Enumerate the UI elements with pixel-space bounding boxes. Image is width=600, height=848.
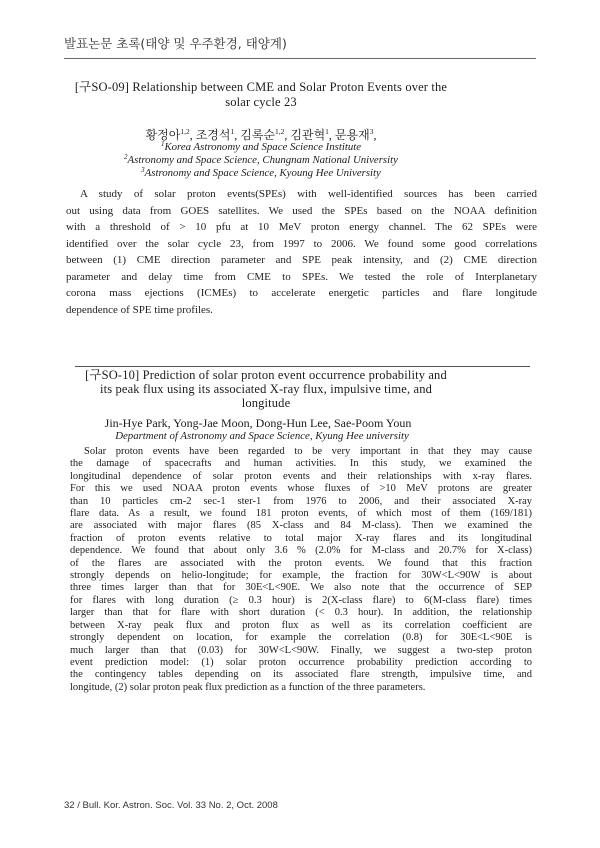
affiliation-text: Korea Astronomy and Space Science Institute [164, 141, 362, 153]
body-line: the damage of spacecrafts and human activities. In this study, we examined the [70, 458, 532, 470]
author-name: 김관혁 [290, 128, 326, 142]
affiliation-mark: 3 [141, 166, 145, 174]
body-line: corona mass ejections (ICMEs) to accelerate energetic particles and flare longitude [66, 287, 537, 299]
author-separator: , [189, 128, 193, 142]
affiliations [62, 430, 462, 443]
body-line: identified over the solar cycle 23, from 1997 to 2006. We found some good correlations [66, 237, 537, 250]
body-line: the contingency tables depending on its associated flare strength, impulsive time, and [70, 669, 532, 681]
author [290, 128, 332, 142]
body-line: are associated with major flares (85 X-class and 84 M-class). Then we examined the [70, 520, 532, 532]
body-line: between X-ray peak flux and proton flux as well as its correlation coefficient are [70, 619, 532, 631]
author [240, 128, 287, 142]
body-line: for flares with long duration (≥ 0.3 hour) is 2(X-class flare) to 6(M-class flare) times [70, 594, 532, 606]
body-line: strongly depends on helio-longitude; for example, the fraction for 30W<L<90W is about [70, 570, 532, 582]
abstract-body [66, 186, 537, 318]
body-line: flare data. As a result, we found 181 proton events, of which most of them (169/181) [70, 508, 532, 520]
author-affiliation-mark: 1 [230, 127, 235, 136]
title-line: solar cycle 23 [225, 95, 297, 109]
author-name: 문용재 [334, 128, 370, 142]
author-name: 조경석 [195, 128, 231, 142]
body-line: between (1) CME direction parameter and SPE peak intensity, and (2) CME direction [66, 254, 537, 266]
title-line: [구SO-09] Relationship between CME and Solar Proton Events over the [74, 80, 448, 94]
affiliations [61, 141, 461, 180]
page-footer-citation: 32 / Bull. Kor. Astron. Soc. Vol. 33 No. 2, Oct. 2008 [64, 800, 278, 811]
body-line: much larger than that (0.03) for 30W<L<90W. Finally, we suggest a two-step proton [70, 644, 532, 656]
body-line: out using data from GOES satellites. We used the SPEs based on the NOAA definition [66, 204, 537, 217]
author-name: 황정아 [145, 128, 181, 142]
author-affiliation-mark: 3 [369, 127, 374, 136]
abstract-body [70, 446, 532, 694]
affiliation [61, 141, 461, 154]
body-line: event prediction model: (1) solar proton occurrence probability prediction according to [70, 656, 532, 668]
affiliation-text: Department of Astronomy and Space Science, Kyung Hee university [115, 430, 409, 442]
affiliation-mark: 2 [124, 153, 128, 161]
author [335, 128, 377, 142]
header-divider [64, 58, 536, 59]
body-line: parameter and delay time from CME to SPEs. We tested the role of Interplanetary [66, 270, 537, 283]
body-line: dependence of SPE time profiles. [66, 303, 213, 316]
title-line: longitude [241, 396, 291, 410]
body-line: A study of solar proton events(SPEs) with well-identified sources has been carried [80, 188, 537, 200]
affiliation-mark: 1 [160, 140, 165, 148]
author-affiliation-mark: 1 [325, 127, 329, 136]
body-line: For this we used NOAA proton events whose fluxes of >10 MeV protons are greater [70, 483, 532, 495]
body-line: fraction of proton events relative to total major X-ray flares and its longitudinal [70, 532, 532, 544]
affiliation [61, 154, 461, 167]
author [196, 128, 238, 142]
body-line: larger than that for flare with short duration (< 0.3 hour). In addition, the relationship [70, 607, 532, 619]
section-header: 발표논문 초록(태양 및 우주환경, 태양계) [64, 36, 287, 51]
author-affiliation-mark: 1,2 [180, 127, 190, 136]
body-line: Solar proton events have been regarded to be very important in that they may cause [84, 446, 532, 457]
body-line: of the flares are associated with the proton events. We found that this fraction [70, 557, 532, 569]
affiliation-text: Astronomy and Space Science, Kyoung Hee University [144, 167, 381, 179]
body-line: strongly dependent on location, for example the correlation (0.8) for 30E<L<90E is [70, 632, 532, 644]
affiliation-text: Astronomy and Space Science, Chungnam National University [127, 154, 398, 166]
title-line: its peak flux using its associated X-ray flux, impulsive time, and [99, 382, 433, 396]
author-affiliation-mark: 1,2 [275, 127, 285, 136]
author-separator: , [284, 128, 288, 142]
body-line: three times larger than that for 30E<L<90E. We also note that the occurrence of SEP [70, 582, 532, 594]
body-line: than 10 particles cm-2 sec-1 ster-1 from 1976 to 2006, and their associated X-ray [70, 495, 532, 507]
body-line: longitudinal dependence of solar proton events and their relationships with x-ray flares. [70, 470, 532, 482]
abstract-title [61, 80, 461, 110]
author-separator: , [234, 128, 238, 142]
body-line: dependence. We found that about only 3.6 % (2.0% for M-class and 20.7% for X-class) [70, 545, 532, 557]
authors-line: Jin-Hye Park, Yong-Jae Moon, Dong-Hun Lee, Sae-Poom Youn [104, 416, 412, 430]
author-name: 김록순 [240, 128, 276, 142]
author [146, 128, 193, 142]
author-separator: , [328, 128, 332, 142]
abstract-title [66, 368, 466, 410]
affiliation [61, 167, 461, 180]
author-separator: , [373, 128, 377, 142]
body-line: longitude, (2) solar proton peak flux prediction as a function of the three parameters. [70, 681, 426, 693]
abstract-divider [75, 366, 530, 367]
title-line: [구SO-10] Prediction of solar proton event occurrence probability and [85, 368, 447, 382]
body-line: with a threshold of > 10 pfu at 10 MeV proton energy channel. The 62 SPEs were [66, 221, 537, 233]
